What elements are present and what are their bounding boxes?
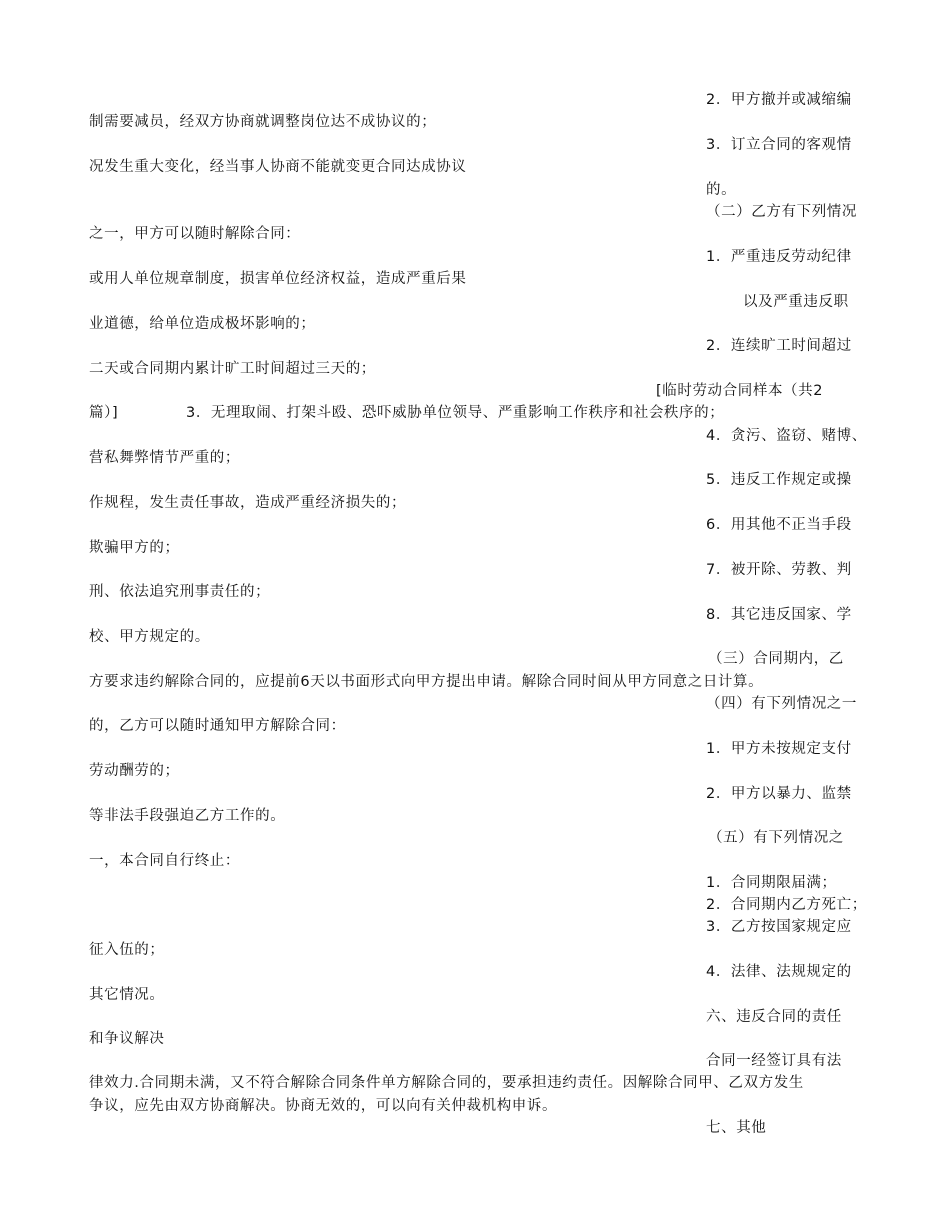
- text-line: 和争议解决: [89, 1031, 165, 1047]
- text-line: 其它情况。: [89, 987, 165, 1003]
- text-line: 等非法手段强迫乙方工作的。: [89, 808, 286, 824]
- text-line: 8．其它违反国家、学: [706, 607, 852, 623]
- text-line: （三）合同期内，乙: [708, 651, 844, 667]
- text-line: 3．无理取闹、打架斗殴、恐吓威胁单位领导、严重影响工作秩序和社会秩序的；: [186, 405, 725, 421]
- text-line: 或用人单位规章制度，损害单位经济权益，造成严重后果: [89, 271, 467, 287]
- text-line: 4．法律、法规规定的: [706, 964, 852, 980]
- text-line: 业道德，给单位造成极坏影响的；: [89, 316, 316, 332]
- text-line: 1．甲方未按规定支付: [706, 741, 852, 757]
- text-line: （二）乙方有下列情况: [706, 204, 857, 220]
- text-line: 营私舞弊情节严重的；: [89, 450, 240, 466]
- text-line: 3．订立合同的客观情: [706, 137, 852, 153]
- text-line: 二天或合同期内累计旷工时间超过三天的；: [89, 361, 376, 377]
- text-line: 以及严重违反职: [743, 294, 849, 310]
- text-line: 制需要减员，经双方协商就调整岗位达不成协议的；: [89, 114, 437, 130]
- text-line: 作规程，发生责任事故，造成严重经济损失的；: [89, 495, 407, 511]
- text-line: （四）有下列情况之一: [706, 696, 857, 712]
- text-line: 一，本合同自行终止：: [89, 853, 240, 869]
- text-line: 七、其他: [706, 1120, 767, 1136]
- text-line: （五）有下列情况之: [708, 830, 844, 846]
- text-line: 欺骗甲方的；: [89, 540, 180, 556]
- text-line: 争议，应先由双方协商解决。协商无效的，可以向有关仲裁机构申诉。: [89, 1098, 558, 1114]
- text-line: 劳动酬劳的；: [89, 763, 180, 779]
- text-line: 4．贪污、盗窃、赌博、: [706, 428, 867, 444]
- text-line: 6．用其他不正当手段: [706, 517, 852, 533]
- text-line: 方要求违约解除合同的，应提前6天以书面形式向甲方提出申请。解除合同时间从甲方同意之日计算。: [89, 674, 764, 690]
- text-line: 六、违反合同的责任: [706, 1009, 842, 1025]
- text-line: 7．被开除、劳教、判: [706, 562, 852, 578]
- text-line: 2．甲方以暴力、监禁: [706, 786, 852, 802]
- text-line: 5．违反工作规定或操: [706, 472, 852, 488]
- text-line: 2．甲方撤并或减缩编: [706, 92, 852, 108]
- text-line: 1．合同期限届满；: [706, 875, 837, 891]
- text-line: 合同一经签订具有法: [706, 1053, 842, 1069]
- text-line: 1．严重违反劳动纪律: [706, 249, 852, 265]
- text-line: 刑、依法追究刑事责任的；: [89, 584, 271, 600]
- text-line: 的，乙方可以随时通知甲方解除合同：: [89, 718, 346, 734]
- text-line: 校、甲方规定的。: [89, 629, 210, 645]
- text-line: 的。: [706, 182, 737, 198]
- text-line: [临时劳动合同样本（共2: [656, 383, 824, 399]
- text-line: 3．乙方按国家规定应: [706, 919, 852, 935]
- text-line: 2．合同期内乙方死亡；: [706, 897, 867, 913]
- text-line: 2．连续旷工时间超过: [706, 338, 852, 354]
- text-line: 况发生重大变化，经当事人协商不能就变更合同达成协议: [89, 159, 467, 175]
- text-line: 律效力.合同期未满，又不符合解除合同条件单方解除合同的，要承担违约责任。因解除合同甲、乙双方发生: [89, 1075, 804, 1091]
- text-line: 征入伍的；: [89, 942, 165, 958]
- text-line: 篇）]: [89, 405, 119, 421]
- text-line: 之一，甲方可以随时解除合同：: [89, 226, 301, 242]
